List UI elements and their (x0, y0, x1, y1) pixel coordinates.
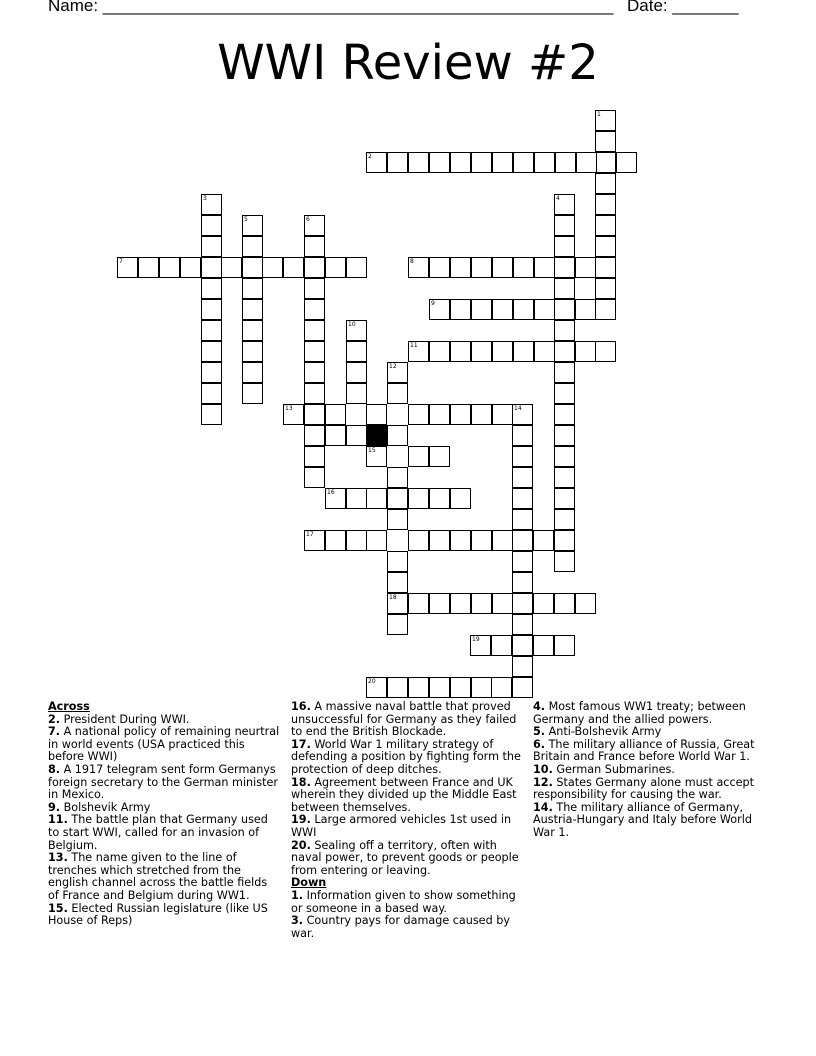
crossword-cell[interactable] (408, 677, 429, 698)
crossword-cell[interactable] (575, 593, 596, 614)
crossword-cell[interactable] (595, 236, 616, 257)
clue-text: Most famous WW1 treaty; between Germany and the allied powers. (533, 700, 746, 726)
crossword-cell[interactable] (554, 404, 575, 425)
across-clue (48, 852, 280, 902)
clue-number: 15. (48, 901, 68, 915)
crossword-cell[interactable] (201, 299, 222, 320)
crossword-cell[interactable] (450, 530, 471, 551)
clue-text: A 1917 telegram sent form Germanys foreign secretary to the German minister in Mexico. (48, 762, 278, 802)
crossword-cell[interactable] (408, 488, 429, 509)
crossword-cell[interactable] (533, 635, 554, 656)
crossword-cell[interactable] (492, 152, 513, 173)
crossword-cell[interactable] (429, 446, 450, 467)
crossword-cell[interactable] (304, 341, 325, 362)
crossword-cell[interactable] (554, 236, 575, 257)
crossword-cell[interactable] (408, 404, 429, 425)
clue-text: Elected Russian legislature (like US House of Reps) (48, 901, 268, 928)
crossword-cell[interactable] (554, 530, 575, 551)
clue-number-15: 15 (368, 447, 376, 454)
crossword-cell[interactable] (492, 341, 513, 362)
crossword-cell[interactable] (471, 257, 492, 278)
crossword-cell[interactable] (304, 236, 325, 257)
clue-text: President During WWI. (60, 712, 190, 726)
crossword-cell[interactable] (555, 152, 576, 173)
name-field-label: Name: ______________________________________________________ (48, 0, 614, 15)
crossword-cell[interactable] (201, 341, 222, 362)
crossword-cell[interactable] (408, 152, 429, 173)
crossword-cell[interactable] (304, 467, 325, 488)
crossword-cell[interactable] (242, 383, 263, 404)
clue-text: States Germany alone must accept responsibility for causing the war. (533, 775, 754, 802)
crossword-cell[interactable] (366, 530, 387, 551)
clue-text: Country pays for damage caused by war. (291, 914, 510, 940)
crossword-cell[interactable] (595, 152, 616, 173)
crossword-cell[interactable] (346, 530, 367, 551)
crossword-cell[interactable] (201, 362, 222, 383)
crossword-cell[interactable] (534, 152, 555, 173)
crossword-cell[interactable] (533, 593, 554, 614)
crossword-cell[interactable] (595, 257, 616, 278)
crossword-cell[interactable] (554, 215, 575, 236)
clue-number-13: 13 (285, 405, 293, 412)
crossword-cell[interactable] (595, 299, 616, 320)
clue-number-11: 11 (410, 342, 418, 349)
crossword-cell[interactable] (346, 362, 367, 383)
crossword-cell[interactable] (450, 404, 471, 425)
clue-number: 13. (48, 851, 68, 865)
crossword-cell[interactable] (491, 677, 512, 698)
crossword-cell[interactable] (387, 383, 408, 404)
crossword-cell[interactable] (512, 635, 533, 656)
crossword-cell[interactable] (346, 425, 367, 446)
across-clue (291, 739, 523, 777)
crossword-cell[interactable] (283, 257, 304, 278)
crossword-cell[interactable] (387, 551, 408, 572)
clue-number: 16. (291, 700, 311, 713)
crossword-cell[interactable] (304, 257, 325, 278)
crossword-cell[interactable] (616, 152, 637, 173)
crossword-cell[interactable] (595, 215, 616, 236)
crossword-cell[interactable] (534, 257, 555, 278)
clue-number-3: 3 (203, 195, 207, 202)
clue-number-16: 16 (327, 489, 335, 496)
crossword-cell[interactable] (450, 677, 471, 698)
crossword-cell[interactable] (554, 320, 575, 341)
down-clue (291, 890, 523, 915)
crossword-cell[interactable] (513, 341, 534, 362)
crossword-cell[interactable] (534, 341, 555, 362)
crossword-cell[interactable] (408, 530, 429, 551)
crossword-cell[interactable] (159, 257, 180, 278)
crossword-cell[interactable] (242, 299, 263, 320)
crossword-cell[interactable] (512, 656, 533, 677)
crossword-cell[interactable] (346, 341, 367, 362)
crossword-cell[interactable] (512, 677, 533, 698)
crossword-cell[interactable] (512, 509, 533, 530)
crossword-cell[interactable] (387, 677, 408, 698)
crossword-cell[interactable] (492, 404, 513, 425)
crossword-cell[interactable] (512, 530, 533, 551)
crossword-cell[interactable] (554, 635, 575, 656)
crossword-cell[interactable] (512, 488, 533, 509)
crossword-cell[interactable] (408, 446, 429, 467)
across-clue (291, 701, 523, 739)
crossword-cell[interactable] (325, 257, 346, 278)
clue-number: 2. (48, 712, 61, 726)
clue-number-17: 17 (306, 531, 314, 538)
clue-text: Information given to show something or someone in a based way. (291, 888, 516, 915)
clue-number-12: 12 (389, 363, 397, 370)
clue-text: World War 1 military strategy of defending a position by fighting form the protection of deep ditches. (291, 737, 521, 776)
crossword-cell[interactable] (138, 257, 159, 278)
crossword-cell[interactable] (387, 509, 408, 530)
crossword-cell[interactable] (491, 635, 512, 656)
clue-text: Sealing off a territory, often with naval power, to prevent goods or people from entering or leaving. (291, 838, 519, 877)
crossword-cell[interactable] (512, 572, 533, 593)
crossword-cell[interactable] (533, 530, 554, 551)
crossword-cell[interactable] (512, 551, 533, 572)
clue-number: 19. (291, 813, 311, 827)
crossword-cell[interactable] (429, 593, 450, 614)
across-clue (48, 726, 280, 764)
down-clue (533, 777, 765, 802)
crossword-cell[interactable] (387, 614, 408, 635)
crossword-cell[interactable] (554, 299, 575, 320)
down-heading: Down (291, 876, 327, 890)
across-clue (291, 814, 523, 839)
clue-number-4: 4 (556, 195, 560, 202)
across-clue (48, 814, 280, 852)
clue-text: A national policy of remaining neurtral in world events (USA practiced this before WWI) (48, 725, 280, 764)
clues-column-3 (533, 701, 765, 840)
crossword-cell[interactable] (554, 467, 575, 488)
crossword-cell[interactable] (450, 593, 471, 614)
crossword-cell[interactable] (221, 257, 242, 278)
crossword-cell[interactable] (429, 404, 450, 425)
crossword-cell[interactable] (387, 467, 408, 488)
crossword-cell[interactable] (346, 488, 367, 509)
clue-text: Anti-Bolshevik Army (545, 725, 662, 739)
crossword-cell[interactable] (346, 257, 367, 278)
crossword-cell[interactable] (201, 236, 222, 257)
clue-number: 8. (48, 762, 61, 776)
crossword-cell[interactable] (450, 341, 471, 362)
clue-number: 5. (533, 725, 546, 739)
crossword-cell[interactable] (201, 257, 222, 278)
clue-number: 6. (533, 737, 546, 751)
down-clue (533, 739, 765, 764)
crossword-cell[interactable] (242, 362, 263, 383)
crossword-cell[interactable] (304, 383, 325, 404)
clue-number: 20. (291, 838, 311, 852)
crossword-cell[interactable] (201, 215, 222, 236)
crossword-cell[interactable] (554, 488, 575, 509)
crossword-cell[interactable] (513, 299, 534, 320)
page-title: WWI Review #2 (217, 35, 599, 91)
crossword-cell[interactable] (512, 446, 533, 467)
crossword-cell[interactable] (575, 341, 596, 362)
clue-number-14: 14 (514, 405, 522, 412)
crossword-cell[interactable] (512, 614, 533, 635)
clue-number: 9. (48, 800, 61, 814)
clue-text: The military alliance of Germany, Austria-Hungary and Italy before World War 1. (533, 800, 752, 839)
clue-number: 7. (48, 725, 61, 739)
crossword-cell[interactable] (366, 404, 387, 425)
crossword-cell[interactable] (492, 593, 513, 614)
crossword-cell[interactable] (554, 551, 575, 572)
clue-text: Agreement between France and UK wherein they divided up the Middle East between themselves. (291, 775, 517, 814)
crossword-cell[interactable] (595, 173, 616, 194)
clue-number: 4. (533, 700, 546, 713)
crossword-cell[interactable] (366, 488, 387, 509)
crossword-cell[interactable] (512, 593, 533, 614)
clue-number-18: 18 (389, 594, 397, 601)
crossword-cell[interactable] (471, 593, 492, 614)
clue-text: German Submarines. (552, 762, 675, 776)
clue-number: 17. (291, 737, 311, 751)
crossword-cell[interactable] (471, 677, 492, 698)
crossword-cell[interactable] (575, 299, 596, 320)
clue-number-2: 2 (368, 153, 372, 160)
crossword-cell[interactable] (554, 593, 575, 614)
crossword-cell[interactable] (450, 152, 471, 173)
across-clue (48, 903, 280, 928)
crossword-cell[interactable] (554, 257, 575, 278)
crossword-cell[interactable] (513, 152, 534, 173)
crossword-black-cell (366, 425, 387, 446)
crossword-cell[interactable] (595, 131, 616, 152)
crossword-cell[interactable] (429, 341, 450, 362)
crossword-cell[interactable] (429, 257, 450, 278)
crossword-cell[interactable] (387, 572, 408, 593)
clue-number: 18. (291, 775, 311, 789)
crossword-cell[interactable] (492, 257, 513, 278)
date-field-label: Date: _______ (627, 0, 739, 15)
crossword-cell[interactable] (513, 257, 534, 278)
clue-number-20: 20 (368, 678, 376, 685)
across-clue (48, 764, 280, 802)
crossword-cell[interactable] (554, 341, 575, 362)
clue-number: 10. (533, 762, 553, 776)
crossword-cell[interactable] (492, 530, 513, 551)
crossword-cell[interactable] (429, 488, 450, 509)
crossword-cell[interactable] (554, 383, 575, 404)
clue-number: 1. (291, 888, 304, 902)
crossword-cell[interactable] (554, 509, 575, 530)
clue-text: The name given to the line of trenches which stretched from the english channel across the battle fields of France and Belgium during WW1. (48, 851, 268, 902)
clue-number: 3. (291, 914, 304, 928)
clue-number: 11. (48, 813, 68, 827)
clue-text: Bolshevik Army (60, 800, 151, 814)
clue-number: 14. (533, 800, 553, 814)
clue-number-9: 9 (431, 300, 435, 307)
crossword-cell[interactable] (242, 236, 263, 257)
crossword-cell[interactable] (387, 425, 408, 446)
crossword-cell[interactable] (595, 194, 616, 215)
crossword-cell[interactable] (262, 257, 283, 278)
crossword-cell[interactable] (576, 152, 597, 173)
crossword-cell[interactable] (242, 341, 263, 362)
clues-column-1 (48, 701, 280, 928)
clue-number: 12. (533, 775, 553, 789)
crossword-cell[interactable] (201, 320, 222, 341)
across-clue (291, 777, 523, 815)
crossword-cell[interactable] (554, 278, 575, 299)
crossword-cell[interactable] (429, 152, 450, 173)
crossword-cell[interactable] (387, 152, 408, 173)
crossword-cell[interactable] (304, 320, 325, 341)
crossword-cell[interactable] (201, 278, 222, 299)
clue-number-7: 7 (119, 258, 123, 265)
crossword-cell[interactable] (325, 530, 346, 551)
clue-number-5: 5 (244, 216, 248, 223)
clue-text: The battle plan that Germany used to start WWI, called for an invasion of Belgium. (48, 813, 268, 852)
clue-number-10: 10 (348, 321, 356, 328)
down-clue (533, 701, 765, 726)
across-heading: Across (48, 700, 90, 713)
clue-number-8: 8 (410, 258, 414, 265)
crossword-cell[interactable] (471, 341, 492, 362)
crossword-cell[interactable] (429, 677, 450, 698)
crossword-cell[interactable] (408, 593, 429, 614)
clue-number-1: 1 (597, 111, 601, 118)
crossword-cell[interactable] (471, 404, 492, 425)
crossword-cell[interactable] (554, 425, 575, 446)
clue-text: The military alliance of Russia, Great Britain and France before World War 1. (533, 737, 755, 764)
crossword-cell[interactable] (471, 152, 492, 173)
crossword-cell[interactable] (492, 299, 513, 320)
crossword-cell[interactable] (304, 278, 325, 299)
down-clue (533, 802, 765, 840)
crossword-cell[interactable] (242, 278, 263, 299)
crossword-cell[interactable] (242, 320, 263, 341)
down-clue (291, 915, 523, 940)
crossword-cell[interactable] (575, 257, 596, 278)
crossword-cell[interactable] (450, 257, 471, 278)
crossword-cell[interactable] (346, 383, 367, 404)
crossword-cell[interactable] (304, 446, 325, 467)
crossword-cell[interactable] (387, 488, 408, 509)
crossword-cell[interactable] (471, 299, 492, 320)
clues-column-2 (291, 701, 523, 940)
crossword-cell[interactable] (304, 299, 325, 320)
crossword-cell[interactable] (429, 530, 450, 551)
crossword-cell[interactable] (595, 341, 616, 362)
crossword-cell[interactable] (554, 362, 575, 383)
crossword-cell[interactable] (304, 362, 325, 383)
clue-text: Large armored vehicles 1st used in WWI (291, 813, 512, 839)
crossword-cell[interactable] (554, 446, 575, 467)
crossword-cell[interactable] (201, 404, 222, 425)
crossword-cell[interactable] (512, 425, 533, 446)
crossword-cell[interactable] (304, 425, 325, 446)
crossword-cell[interactable] (180, 257, 201, 278)
crossword-cell[interactable] (512, 467, 533, 488)
crossword-cell[interactable] (534, 299, 555, 320)
crossword-cell[interactable] (450, 299, 471, 320)
crossword-cell[interactable] (242, 257, 263, 278)
across-clue (291, 840, 523, 878)
crossword-cell[interactable] (471, 530, 492, 551)
crossword-cell[interactable] (304, 404, 325, 425)
crossword-cell[interactable] (595, 278, 616, 299)
clue-number-19: 19 (472, 636, 480, 643)
crossword-cell[interactable] (450, 488, 471, 509)
clue-number-6: 6 (306, 216, 310, 223)
clue-text: A massive naval battle that proved unsuccessful for Germany as they failed to end the British Blockade. (291, 700, 517, 739)
crossword-cell[interactable] (325, 404, 346, 425)
crossword-cell[interactable] (325, 425, 346, 446)
crossword-cell[interactable] (201, 383, 222, 404)
